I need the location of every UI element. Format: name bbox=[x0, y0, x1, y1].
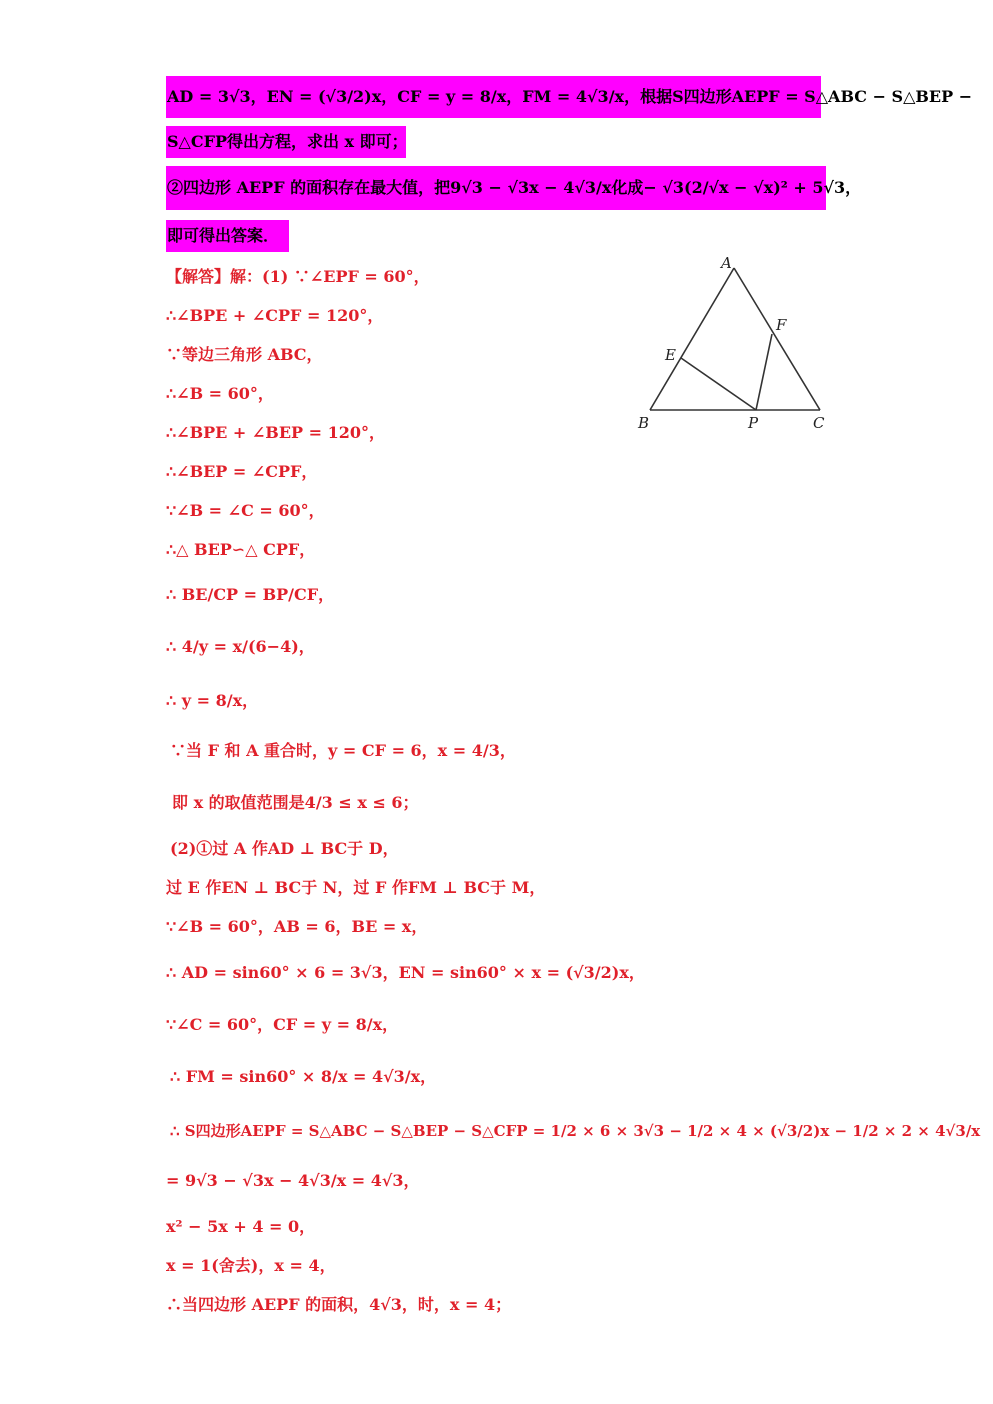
solution-line-20: ∴ S四边形AEPF = S△ABC − S△BEP − S△CFP = 1/2 × 6 × 3√3 − 1/2 × 4 × (√3/2)x − 1/2 × 2 × 4√3/x bbox=[170, 1122, 981, 1140]
segment-ep bbox=[681, 358, 756, 410]
solution-line-6: ∴∠BEP = ∠CPF， bbox=[166, 462, 318, 481]
solution-line-4: ∴∠B = 60°， bbox=[166, 384, 274, 403]
label-b: B bbox=[638, 414, 650, 432]
solution-line-1: 【解答】解：(1) ∵∠EPF = 60°， bbox=[166, 267, 430, 286]
solution-line-7: ∵∠B = ∠C = 60°， bbox=[166, 501, 325, 520]
label-a: A bbox=[721, 254, 732, 272]
solution-line-21: = 9√3 − √3x − 4√3/x = 4√3， bbox=[166, 1171, 420, 1190]
label-f: F bbox=[776, 316, 787, 334]
label-p: P bbox=[748, 414, 759, 432]
segment-ac bbox=[734, 268, 820, 410]
hint-line-3: ②四边形 AEPF 的面积存在最大值，把9√3 − √3x − 4√3/x化成− √3(2/√x − √x)² + 5√3， bbox=[166, 166, 826, 210]
solution-line-16: ∵∠B = 60°，AB = 6，BE = x， bbox=[166, 917, 428, 936]
segment-ab bbox=[650, 268, 734, 410]
solution-line-10: ∴ 4/y = x/(6−4)， bbox=[166, 637, 315, 656]
solution-line-2: ∴∠BPE + ∠CPF = 120°， bbox=[166, 306, 384, 325]
solution-line-3: ∵等边三角形 ABC， bbox=[166, 345, 323, 364]
hint-line-4: 即可得出答案． bbox=[166, 220, 289, 252]
solution-line-5: ∴∠BPE + ∠BEP = 120°， bbox=[166, 423, 385, 442]
label-c: C bbox=[813, 414, 825, 432]
solution-line-22: x² − 5x + 4 = 0， bbox=[166, 1217, 316, 1236]
solution-line-9: ∴ BE/CP = BP/CF， bbox=[166, 585, 335, 604]
solution-line-13: 即 x 的取值范围是4/3 ≤ x ≤ 6； bbox=[172, 793, 419, 812]
triangle-lines bbox=[650, 268, 820, 410]
solution-line-19: ∴ FM = sin60° × 8/x = 4√3/x， bbox=[170, 1067, 437, 1086]
label-e: E bbox=[665, 346, 676, 364]
solution-line-12: ∵当 F 和 A 重合时，y = CF = 6，x = 4/3， bbox=[170, 741, 516, 760]
solution-line-18: ∵∠C = 60°，CF = y = 8/x， bbox=[166, 1015, 399, 1034]
triangle-figure bbox=[630, 250, 840, 440]
segment-fp bbox=[756, 334, 772, 410]
solution-line-11: ∴ y = 8/x， bbox=[166, 691, 259, 710]
solution-line-17: ∴ AD = sin60° × 6 = 3√3，EN = sin60° × x = (√3/2)x， bbox=[166, 963, 645, 982]
hint-line-2: S△CFP得出方程，求出 x 即可； bbox=[166, 126, 406, 158]
solution-line-23: x = 1(舍去)，x = 4， bbox=[166, 1256, 336, 1275]
solution-line-24: ∴当四边形 AEPF 的面积，4√3，时，x = 4； bbox=[166, 1295, 512, 1314]
hint-line-1: AD = 3√3，EN = (√3/2)x，CF = y = 8/x，FM = 4√3/x，根据S四边形AEPF = S△ABC − S△BEP − bbox=[166, 76, 821, 118]
solution-line-8: ∴△ BEP∽△ CPF， bbox=[166, 540, 316, 559]
solution-line-15: 过 E 作EN ⊥ BC于 N，过 F 作FM ⊥ BC于 M， bbox=[166, 878, 546, 897]
solution-line-14: (2)①过 A 作AD ⊥ BC于 D， bbox=[170, 839, 399, 858]
